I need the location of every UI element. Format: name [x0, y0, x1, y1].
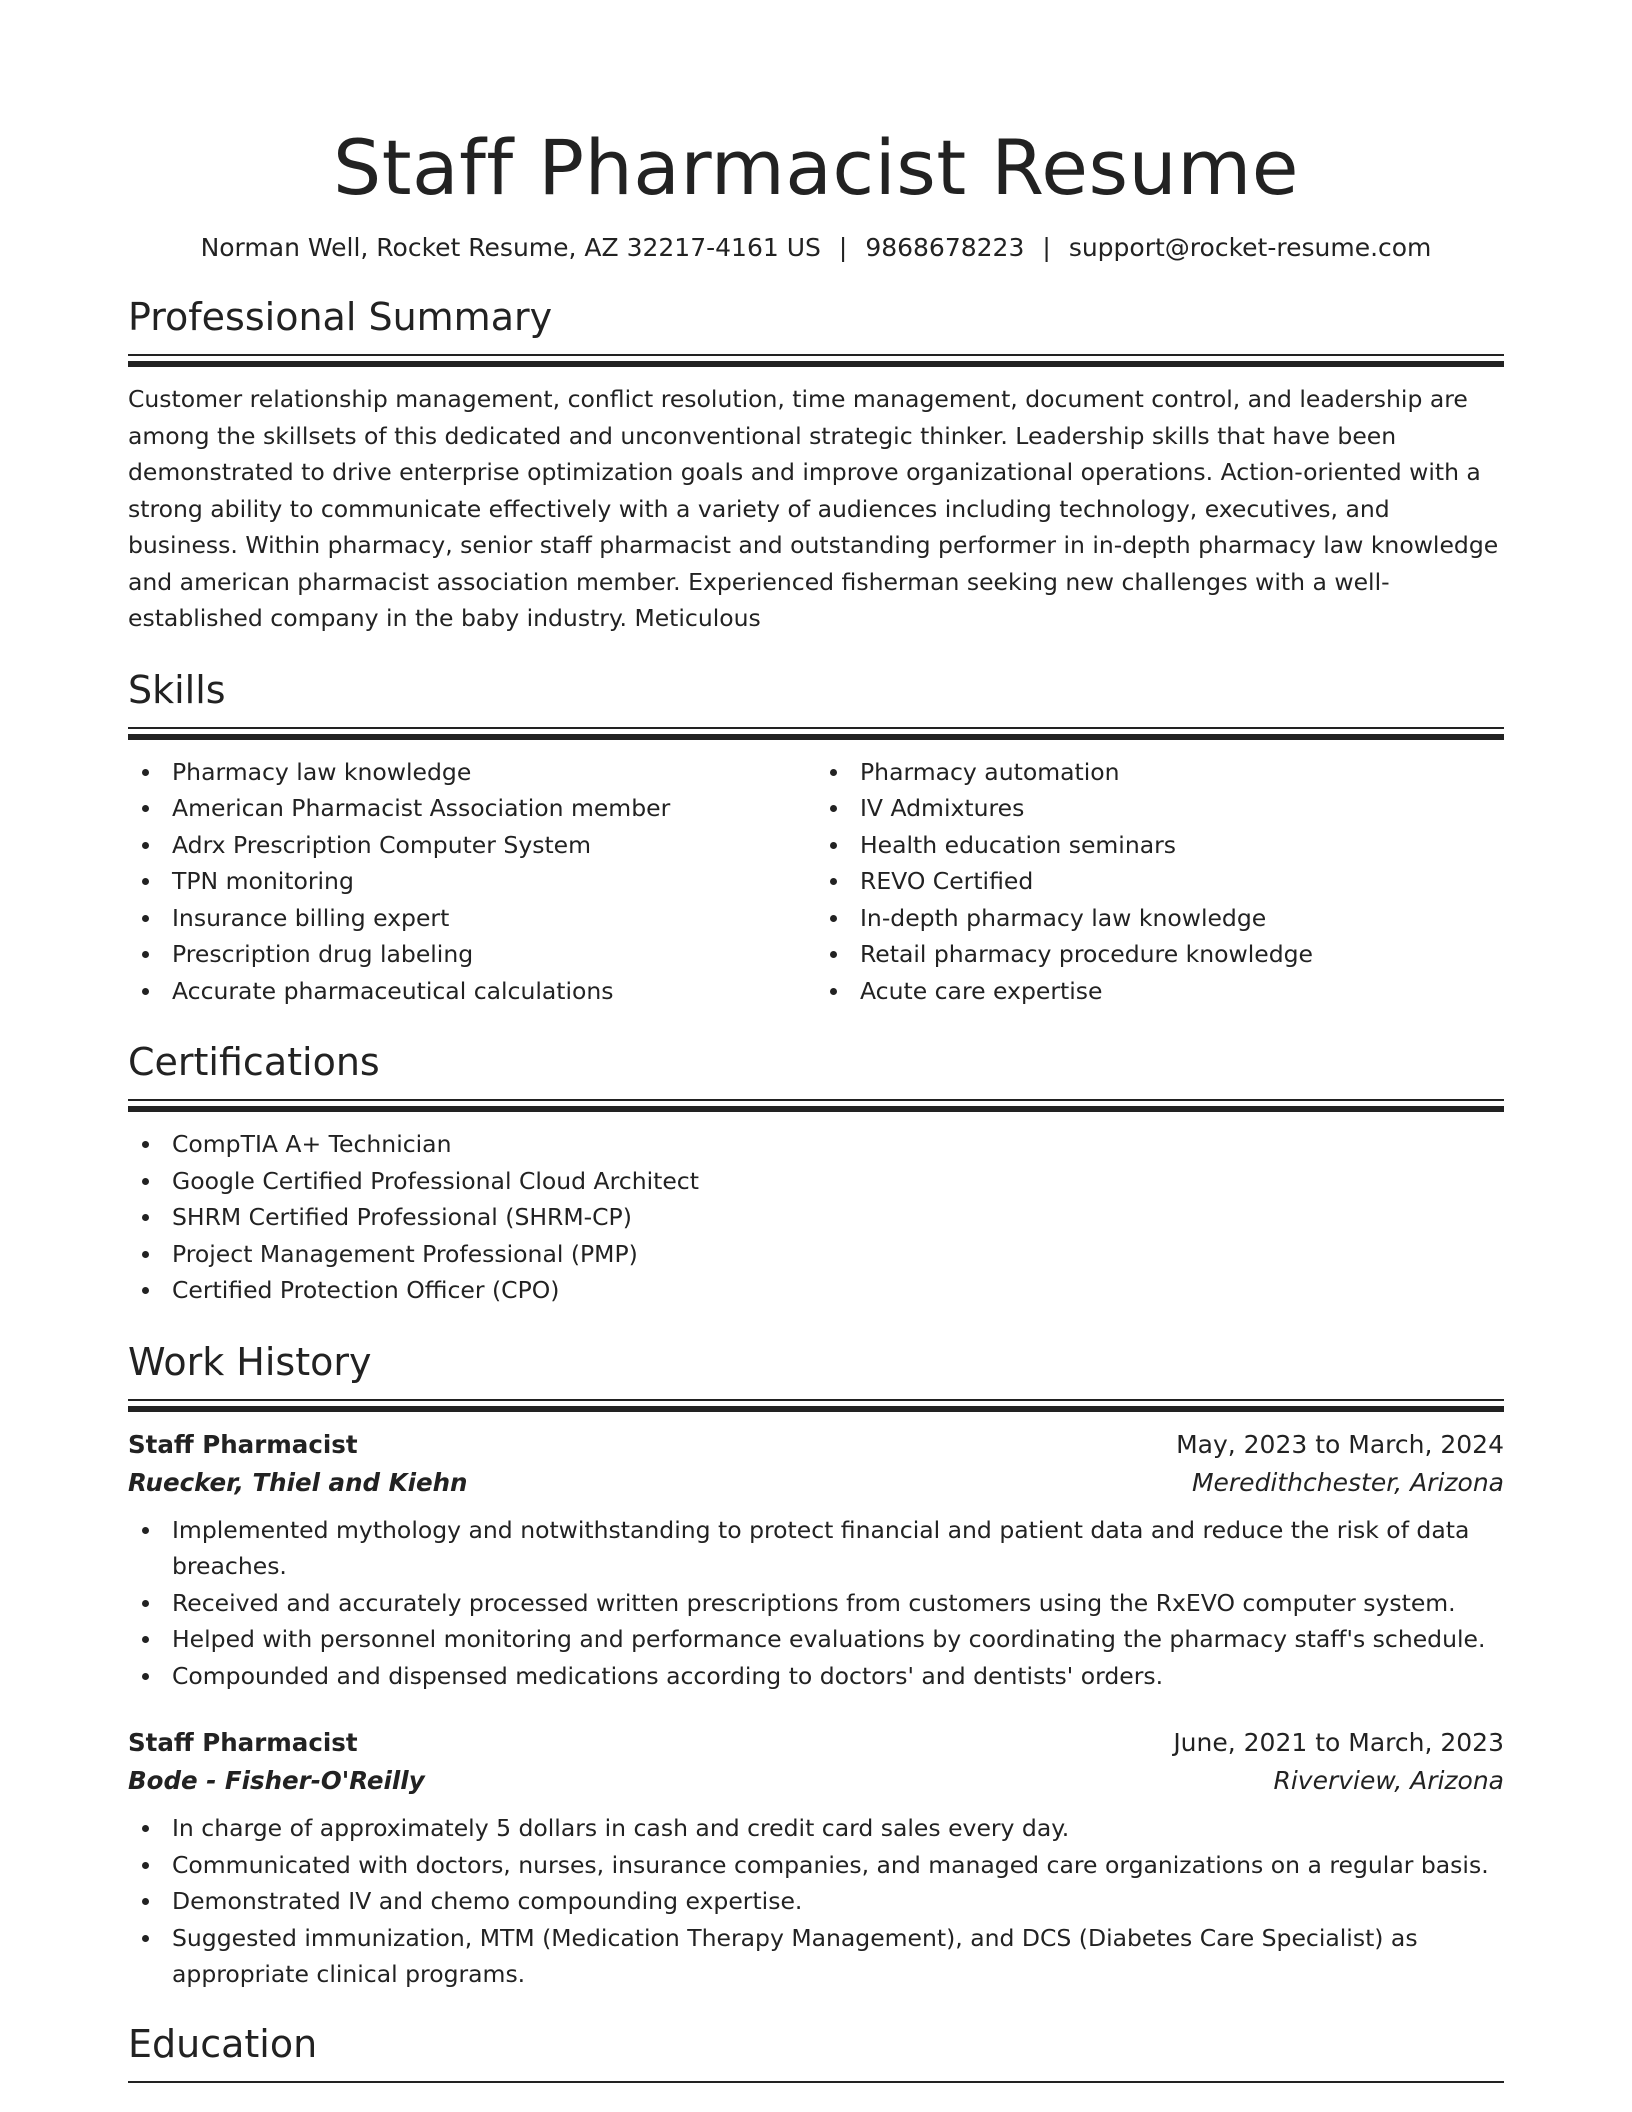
section-divider — [128, 2081, 1504, 2083]
section-heading-summary: Professional Summary — [128, 295, 553, 339]
job-bullet: Demonstrated IV and chemo compounding expertise. — [128, 1883, 1504, 1920]
section-divider — [128, 727, 1504, 740]
job-bullet: Received and accurately processed written prescriptions from customers using the RxEVO computer system. — [128, 1585, 1504, 1622]
skill-item: TPN monitoring — [128, 863, 816, 900]
skill-item: Adrx Prescription Computer System — [128, 827, 816, 864]
job-dates: June, 2021 to March, 2023 — [1173, 1728, 1504, 1757]
skill-item: Health education seminars — [816, 827, 1504, 864]
summary-section — [128, 294, 1504, 637]
contact-separator: | — [838, 233, 848, 262]
job-bullet: Compounded and dispensed medications according to doctors' and dentists' orders. — [128, 1658, 1504, 1695]
contact-email[interactable]: support@rocket-resume.com — [1068, 233, 1432, 262]
certification-item: Certified Protection Officer (CPO) — [128, 1272, 1504, 1309]
certifications-list — [128, 1126, 1504, 1309]
skill-item: Acute care expertise — [816, 973, 1504, 1010]
certification-item: CompTIA A+ Technician — [128, 1126, 1504, 1163]
section-divider — [128, 1399, 1504, 1412]
job-entry — [128, 1724, 1504, 1993]
certifications-section — [128, 1039, 1504, 1309]
job-company: Bode - Fisher-O'Reilly — [128, 1766, 425, 1795]
skill-item: Pharmacy law knowledge — [128, 754, 816, 791]
job-company: Ruecker, Thiel and Kiehn — [128, 1467, 468, 1497]
job-bullet-list — [128, 1512, 1504, 1695]
work-history-section — [128, 1339, 1504, 1993]
skills-list-left — [128, 754, 816, 1010]
job-bullet: Suggested immunization, MTM (Medication Therapy Management), and DCS (Diabetes Care Specialist) as appropriate clinical programs. — [128, 1920, 1504, 1993]
skill-item: Pharmacy automation — [816, 754, 1504, 791]
job-location: Meredithchester, Arizona — [1191, 1467, 1504, 1497]
job-bullet-list — [128, 1810, 1504, 1993]
skill-item: Accurate pharmaceutical calculations — [128, 973, 816, 1010]
summary-text: Customer relationship management, conflict resolution, time management, document control, and leadership are among the skillsets of this dedicated and unconventional strategic thinker. Leadership skills that have been demonstrated to drive enterprise optimization goals and improve organizational operations. Action-oriented with a strong ability to communicate effectively with a variety of audiences including technology, executives, and business. Within pharmacy, senior staff pharmacist and outstanding performer in in-depth pharmacy law knowledge and american pharmacist association member. Experienced fisherman seeking new challenges with a well-established company in the baby industry. Meticulous — [128, 385, 1499, 632]
job-title: Staff Pharmacist — [128, 1728, 358, 1757]
skill-item: Retail pharmacy procedure knowledge — [816, 936, 1504, 973]
job-title: Staff Pharmacist — [128, 1429, 358, 1459]
skill-item: REVO Certified — [816, 863, 1504, 900]
skill-item: American Pharmacist Association member — [128, 790, 816, 827]
job-bullet: Helped with personnel monitoring and performance evaluations by coordinating the pharmacy staff's schedule. — [128, 1621, 1504, 1658]
page-title: Staff Pharmacist Resume — [332, 123, 1300, 212]
certification-item: SHRM Certified Professional (SHRM-CP) — [128, 1199, 1504, 1236]
section-divider — [128, 354, 1504, 367]
section-heading-certifications: Certifications — [128, 1040, 380, 1084]
job-bullet: Communicated with doctors, nurses, insurance companies, and managed care organizations on a regular basis. — [128, 1847, 1504, 1884]
skill-item: In-depth pharmacy law knowledge — [816, 900, 1504, 937]
job-bullet: Implemented mythology and notwithstanding to protect financial and patient data and reduce the risk of data breaches. — [128, 1512, 1504, 1585]
section-divider — [128, 1099, 1504, 1112]
section-heading-skills: Skills — [128, 667, 226, 712]
section-heading-education: Education — [128, 2021, 318, 2066]
contact-separator: | — [1042, 233, 1051, 262]
skill-item: Insurance billing expert — [128, 900, 816, 937]
job-bullet: In charge of approximately 5 dollars in cash and credit card sales every day. — [128, 1810, 1504, 1847]
section-heading-work-history: Work History — [128, 1339, 372, 1384]
skill-item: Prescription drug labeling — [128, 936, 816, 973]
job-dates: May, 2023 to March, 2024 — [1176, 1429, 1504, 1459]
contact-line — [128, 230, 1504, 266]
contact-phone: 9868678223 — [865, 233, 1025, 262]
job-entry — [128, 1426, 1504, 1695]
certification-item: Project Management Professional (PMP) — [128, 1236, 1504, 1273]
contact-address: Norman Well, Rocket Resume, AZ 32217-4161 US — [200, 233, 821, 262]
education-section — [128, 2021, 1504, 2083]
skills-section — [128, 667, 1504, 1010]
certification-item: Google Certified Professional Cloud Architect — [128, 1163, 1504, 1200]
skill-item: IV Admixtures — [816, 790, 1504, 827]
skills-list-right — [816, 754, 1504, 1010]
skills-columns — [128, 754, 1504, 1010]
job-location: Riverview, Arizona — [1273, 1766, 1504, 1795]
